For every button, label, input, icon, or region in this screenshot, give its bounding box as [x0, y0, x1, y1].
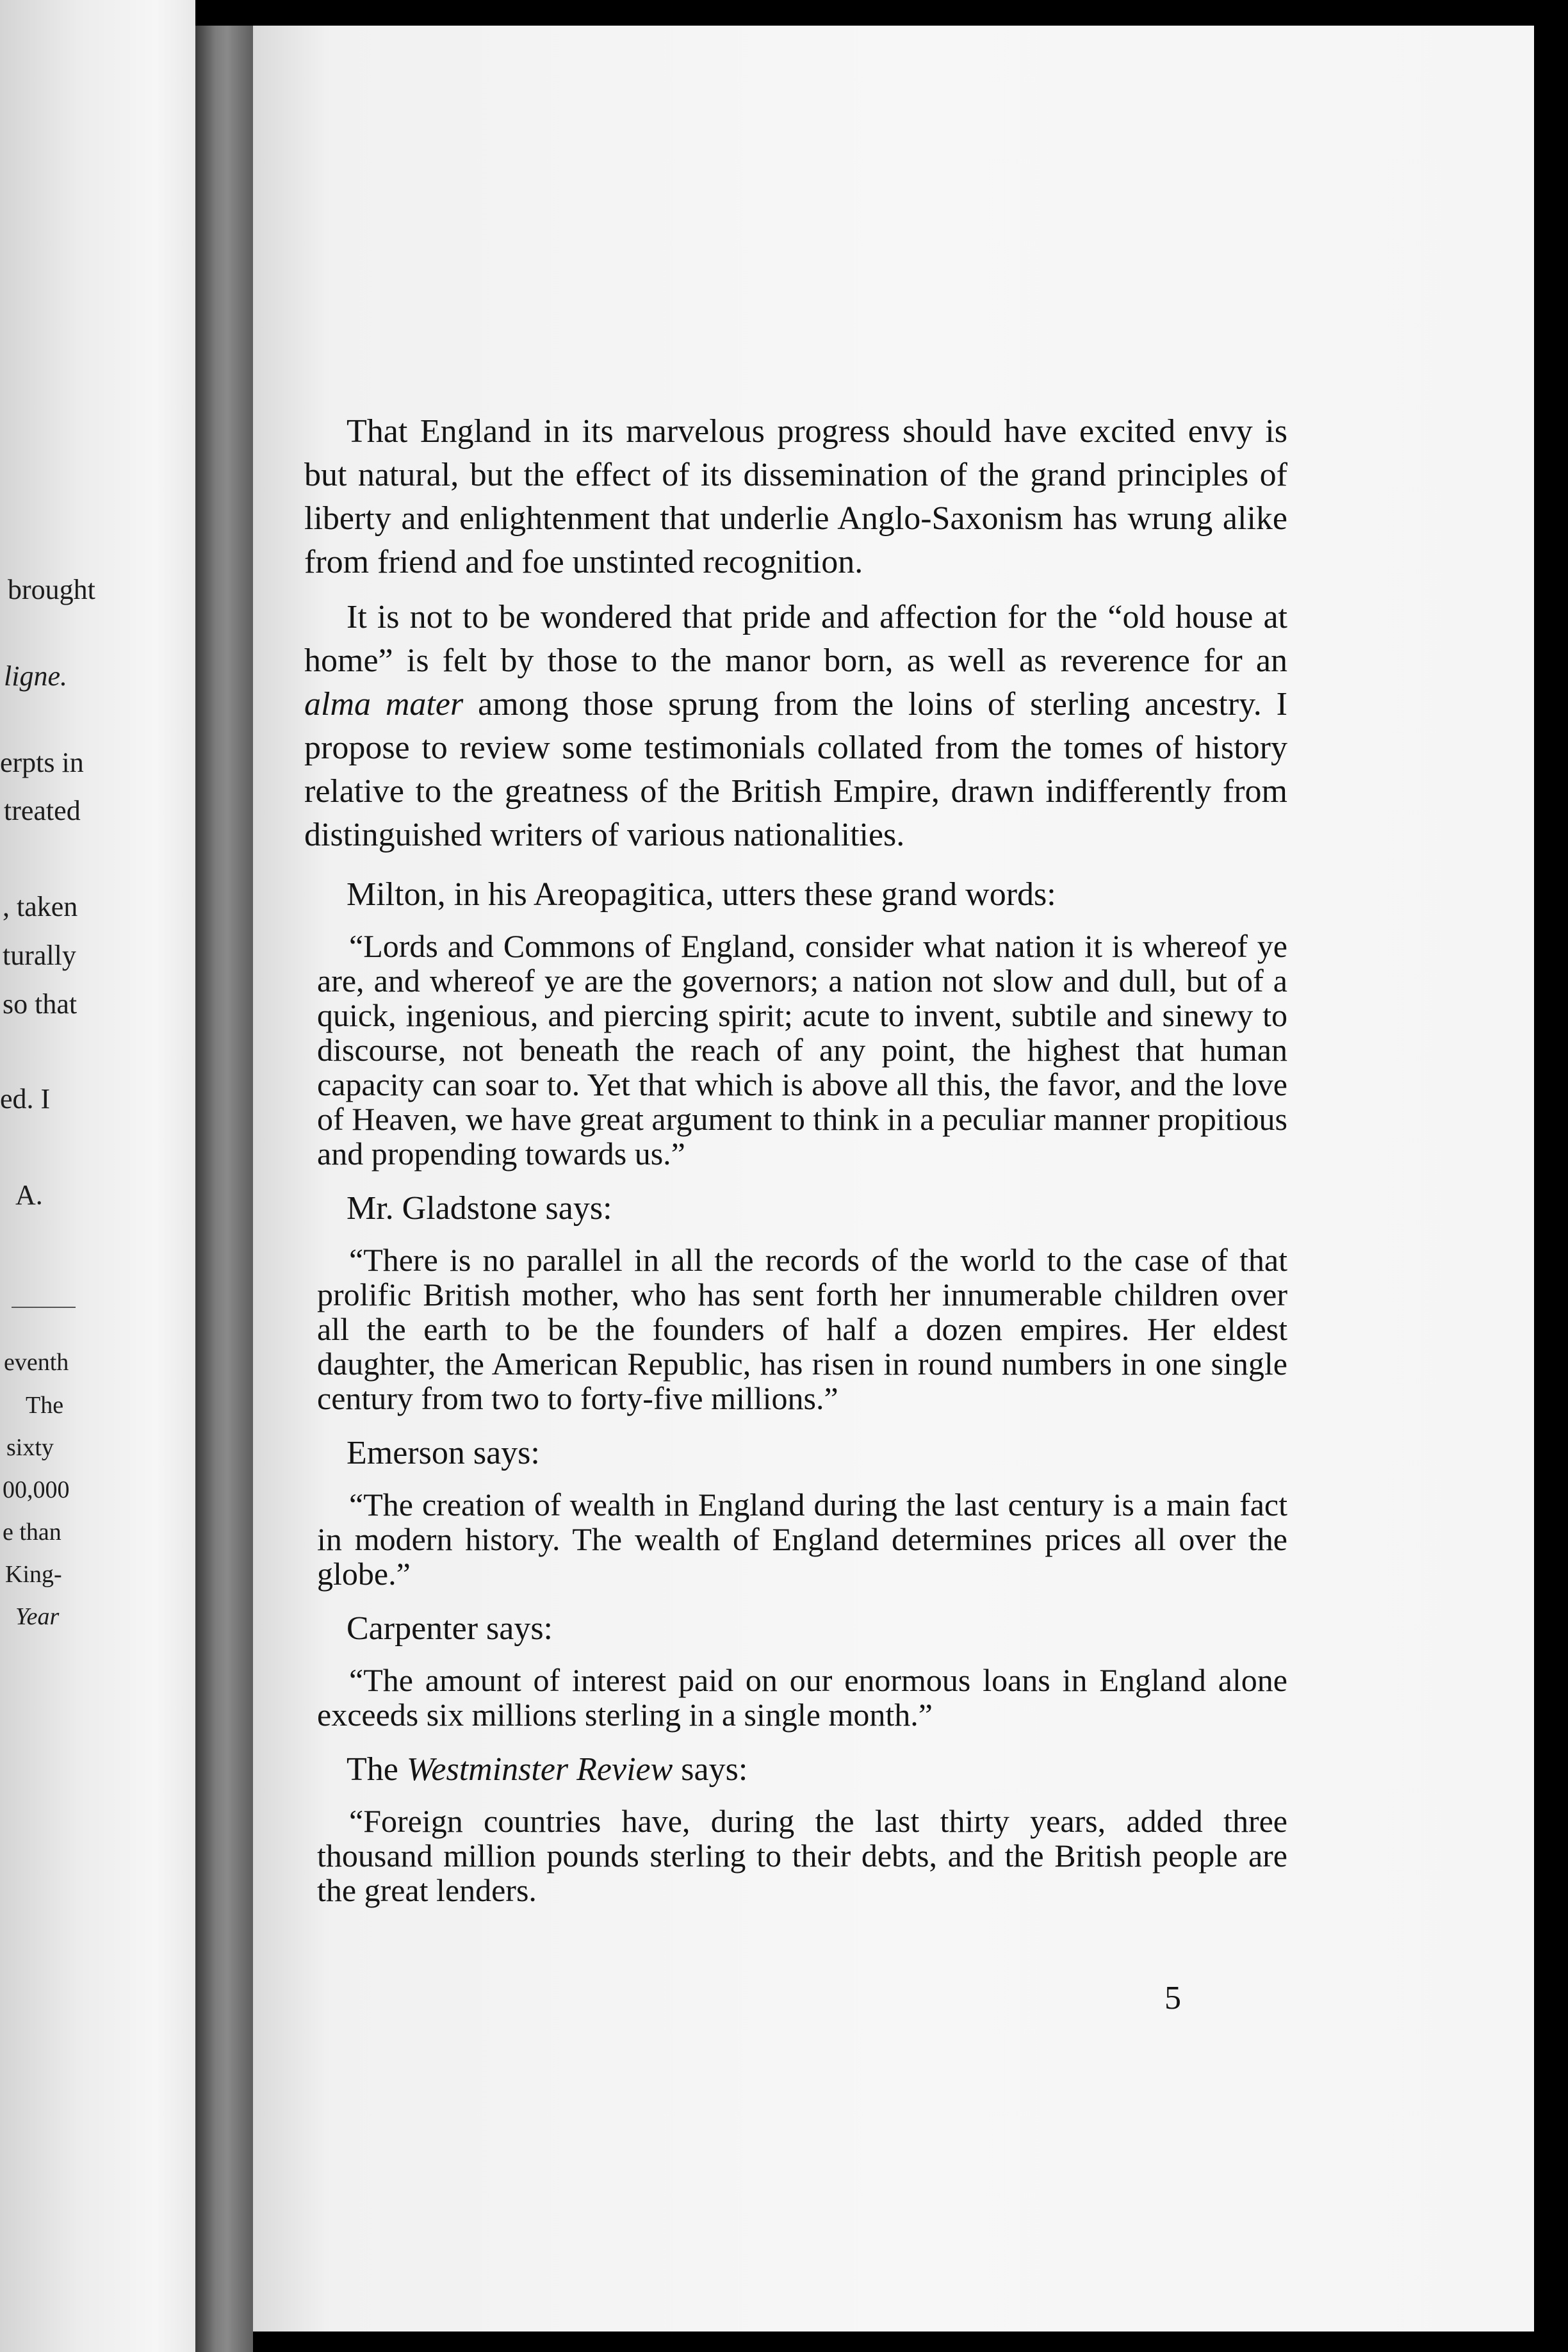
left-fragment: ed. I [0, 1083, 51, 1115]
left-fragment: The [26, 1392, 64, 1419]
left-fragment: sixty [6, 1434, 54, 1461]
left-fragment: treated [4, 795, 81, 826]
emerson-intro: Emerson says: [347, 1435, 540, 1471]
left-fragment: ligne. [4, 660, 67, 692]
milton-intro: Milton, in his Areopagitica, utters these grand words: [347, 876, 1056, 913]
left-fragment: A. [15, 1179, 43, 1211]
page-body [304, 410, 1287, 1923]
left-fragment: e than [3, 1519, 61, 1546]
carpenter-quote: “The amount of interest paid on our enormous loans in England alone exceeds six millions sterling in a single month.” [317, 1662, 1287, 1733]
gladstone-quote: “There is no parallel in all the records of the world to the case of that prolific British mother, who has sent forth her innumerable children over all the earth to be the founders of half a dozen empires. Her eldest daughter, the American Republic, has risen in round numbers in one single century from two to forty-five millions.” [317, 1242, 1287, 1416]
carpenter-intro: Carpenter says: [347, 1610, 553, 1647]
book-gutter [195, 26, 253, 2352]
left-fragment: eventh [4, 1349, 69, 1376]
paragraph-1: That England in its marvelous progress should have excited envy is but natural, but the effect of its dissemination of the grand principles of liberty and enlightenment that underlie Anglo-Saxonism has wrung alike from friend and foe unstinted recognition. [304, 413, 1287, 580]
paragraph-2-text: It is not to be wondered that pride and affection for the “old house at home” is felt by those to the manor born, as well as reverence for an [304, 599, 1287, 679]
westminster-intro-pre: The [347, 1751, 407, 1788]
gladstone-intro: Mr. Gladstone says: [347, 1190, 612, 1227]
left-fragment: brought [8, 574, 95, 605]
westminster-intro [347, 1749, 1287, 1791]
left-fragment: King- [5, 1561, 62, 1588]
westminster-review-title: Westminster Review [406, 1751, 673, 1788]
page-number: 5 [1164, 1980, 1181, 2016]
emerson-quote: “The creation of wealth in England during the last century is a main fact in modern history. The wealth of England determines prices all over the globe.” [317, 1487, 1287, 1592]
paragraph-2-text-end: among those sprung from the loins of sterling ancestry. I propose to review some testimonials collated from the tomes of history relative to the greatness of the British Empire, drawn indifferently from distinguished writers of various nationalities. [304, 686, 1287, 853]
left-fragment: Year [15, 1603, 60, 1630]
left-page-rule [12, 1307, 76, 1308]
left-page-edge [0, 0, 195, 2352]
paragraph-2-italic: alma mater [304, 686, 464, 723]
left-fragment: 00,000 [3, 1476, 70, 1503]
left-fragment: , taken [3, 891, 78, 922]
left-fragment: erpts in [0, 747, 84, 778]
westminster-intro-post: says: [673, 1751, 748, 1788]
milton-quote: “Lords and Commons of England, consider what nation it is whereof ye are, and whereof ye are the governors; a nation not slow and dull, but of a quick, ingenious, and piercing spirit; acute to invent, subtile and sinewy to discourse, not beneath the reach of any point, the highest that human capacity can soar to. Yet that which is above all this, the favor, and the love of Heaven, we have great argument to think in a peculiar manner propitious and propending towards us.” [317, 928, 1287, 1172]
left-fragment: turally [3, 940, 76, 971]
westminster-quote: “Foreign countries have, during the last thirty years, added three thousand million pounds sterling to their debts, and the British people are the great lenders. [317, 1803, 1287, 1908]
paragraph-2 [304, 596, 1287, 857]
left-fragment: so that [3, 988, 78, 1020]
